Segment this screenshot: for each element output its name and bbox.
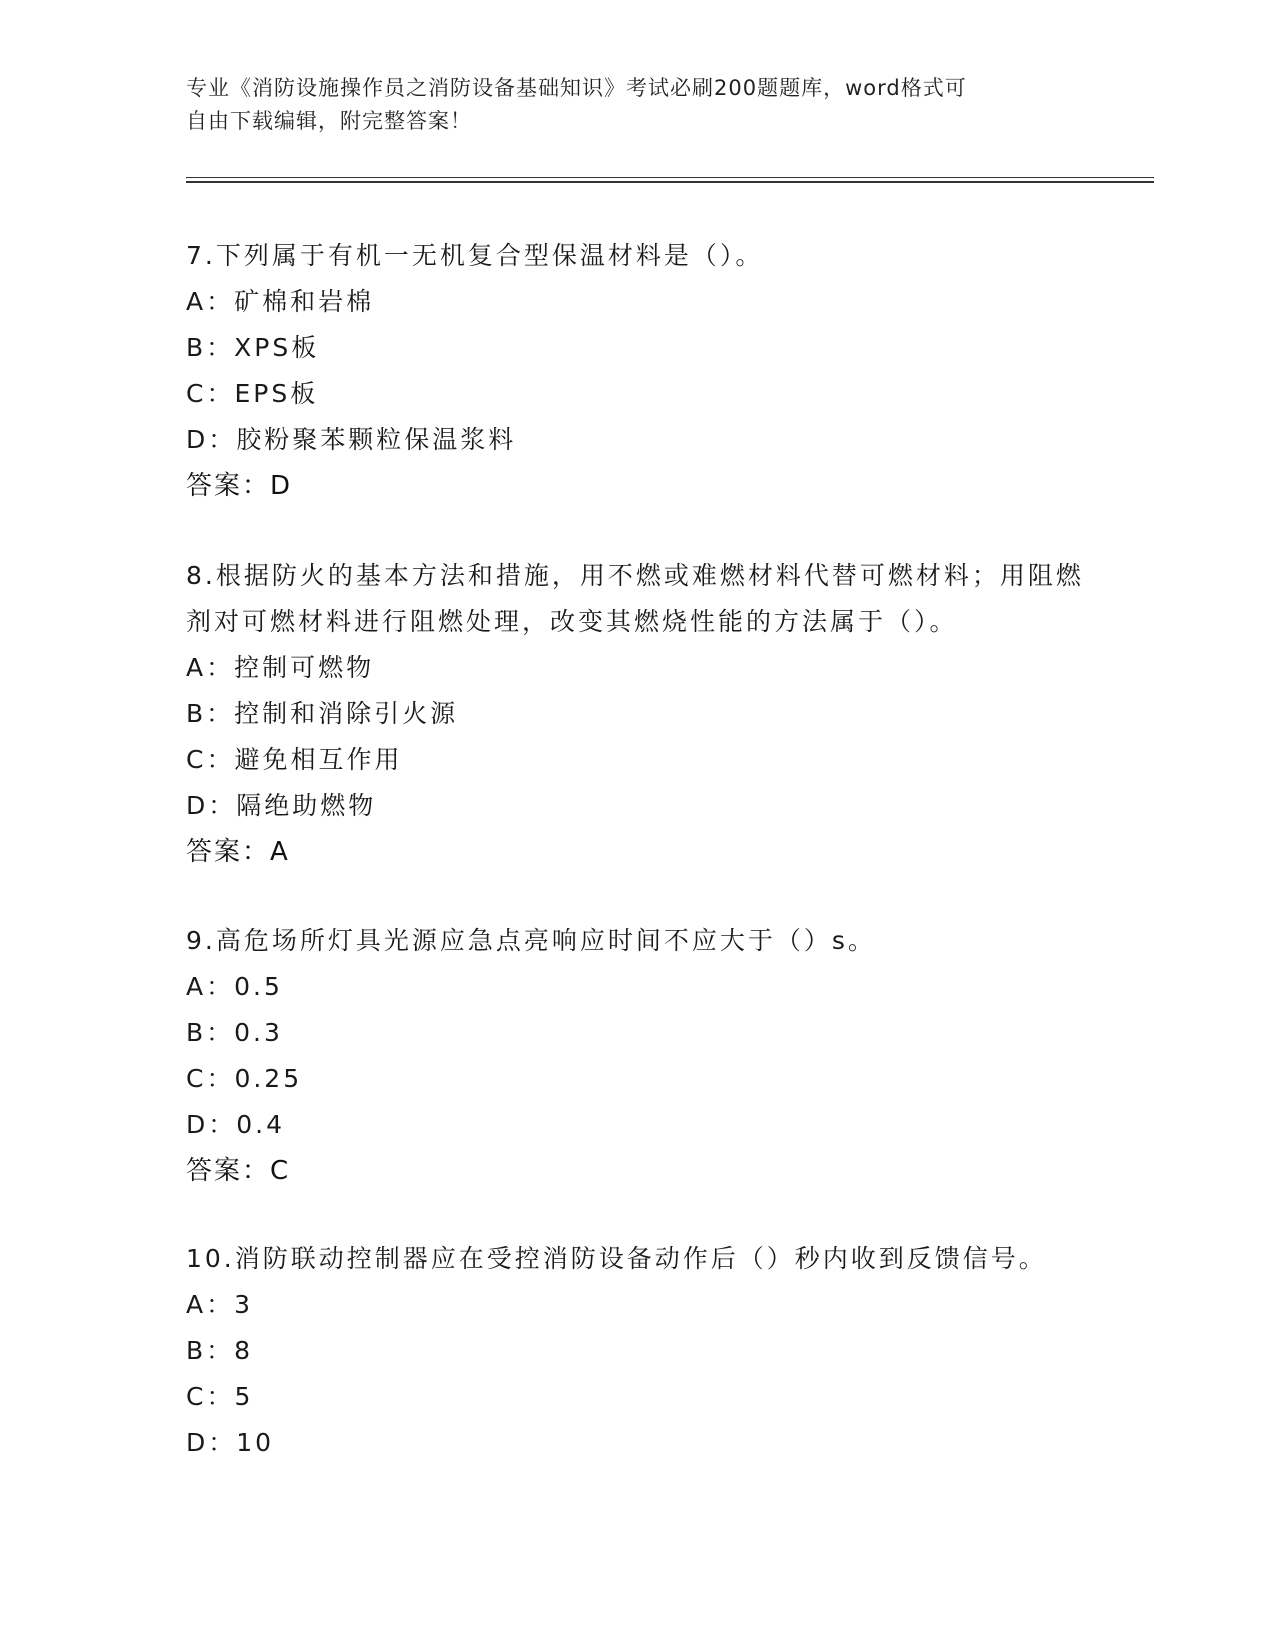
option-d: D：10 [186, 1428, 275, 1457]
question-stem: 9.高危场所灯具光源应急点亮响应时间不应大于（）s。 [186, 926, 876, 955]
answer: 答案：D [186, 471, 293, 501]
option-c: C：EPS板 [186, 379, 319, 408]
option-c: C：0.25 [186, 1064, 303, 1093]
option-a: A：矿棉和岩棉 [186, 287, 375, 316]
option-a: A：3 [186, 1290, 254, 1319]
header-line-2: 自由下载编辑，附完整答案！ [186, 109, 472, 133]
question-8 [186, 553, 1086, 875]
question-10 [186, 1236, 1086, 1466]
question-7 [186, 233, 1086, 509]
header-divider-thin [186, 177, 1154, 178]
question-stem: 8.根据防火的基本方法和措施，用不燃或难燃材料代替可燃材料；用阻燃剂对可燃材料进行阻燃处理，改变其燃烧性能的方法属于（）。 [186, 561, 1084, 636]
option-b: B：控制和消除引火源 [186, 699, 459, 728]
header-divider-thick [186, 181, 1154, 183]
option-d: D：胶粉聚苯颗粒保温浆料 [186, 425, 517, 454]
header-line-1: 专业《消防设施操作员之消防设备基础知识》考试必刷200题题库，word格式可 [186, 76, 967, 100]
option-d: D：0.4 [186, 1110, 286, 1139]
answer: 答案：C [186, 1156, 291, 1186]
option-a: A：0.5 [186, 972, 283, 1001]
question-stem: 7.下列属于有机一无机复合型保温材料是（）。 [186, 241, 764, 270]
option-b: B：XPS板 [186, 333, 320, 362]
option-b: B：8 [186, 1336, 254, 1365]
document-header [186, 72, 1066, 138]
question-9 [186, 918, 1086, 1194]
option-a: A：控制可燃物 [186, 653, 375, 682]
option-c: C：5 [186, 1382, 254, 1411]
option-b: B：0.3 [186, 1018, 283, 1047]
option-d: D：隔绝助燃物 [186, 791, 377, 820]
answer: 答案：A [186, 837, 290, 867]
option-c: C：避免相互作用 [186, 745, 403, 774]
question-stem: 10.消防联动控制器应在受控消防设备动作后（）秒内收到反馈信号。 [186, 1244, 1047, 1273]
